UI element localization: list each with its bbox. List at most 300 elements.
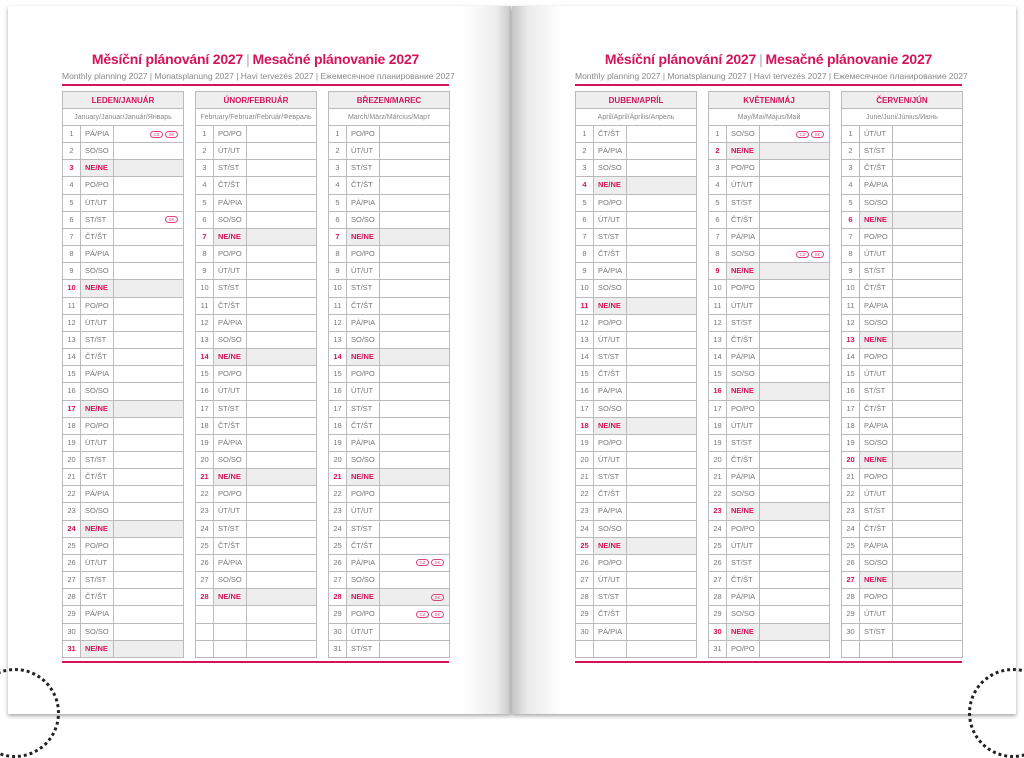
- day-row[interactable]: [842, 606, 962, 623]
- empty-row[interactable]: [576, 641, 696, 658]
- day-row[interactable]: [63, 572, 183, 589]
- day-row[interactable]: [196, 263, 316, 280]
- day-row[interactable]: [576, 280, 696, 297]
- note-cell[interactable]: [893, 401, 962, 417]
- note-cell[interactable]: [627, 366, 696, 382]
- note-cell[interactable]: [380, 366, 449, 382]
- day-row[interactable]: [63, 332, 183, 349]
- day-row[interactable]: [63, 349, 183, 366]
- day-row[interactable]: [576, 555, 696, 572]
- note-cell[interactable]: [760, 212, 829, 228]
- note-cell[interactable]: [760, 366, 829, 382]
- day-row[interactable]: [196, 143, 316, 160]
- day-row[interactable]: [709, 177, 829, 194]
- note-cell[interactable]: [760, 589, 829, 605]
- day-row[interactable]: [196, 195, 316, 212]
- day-row[interactable]: [329, 280, 449, 297]
- day-row[interactable]: [576, 572, 696, 589]
- note-cell[interactable]: [247, 195, 316, 211]
- note-cell[interactable]: [247, 606, 316, 622]
- day-row[interactable]: [842, 126, 962, 143]
- note-cell[interactable]: [380, 195, 449, 211]
- day-row[interactable]: [576, 521, 696, 538]
- note-cell[interactable]: [380, 624, 449, 640]
- note-cell[interactable]: [627, 177, 696, 193]
- note-cell[interactable]: [114, 469, 183, 485]
- note-cell[interactable]: [380, 383, 449, 399]
- day-row[interactable]: [196, 315, 316, 332]
- note-cell[interactable]: [247, 624, 316, 640]
- note-cell[interactable]: [893, 418, 962, 434]
- day-row[interactable]: [329, 212, 449, 229]
- note-cell[interactable]: [380, 349, 449, 365]
- day-row[interactable]: [576, 538, 696, 555]
- day-row[interactable]: [196, 177, 316, 194]
- note-cell[interactable]: [893, 606, 962, 622]
- day-row[interactable]: [329, 315, 449, 332]
- note-cell[interactable]: [627, 641, 696, 657]
- note-cell[interactable]: [114, 572, 183, 588]
- note-cell[interactable]: [247, 280, 316, 296]
- day-row[interactable]: [576, 589, 696, 606]
- note-cell[interactable]: [114, 555, 183, 571]
- day-row[interactable]: [842, 212, 962, 229]
- note-cell[interactable]: [114, 160, 183, 176]
- note-cell[interactable]: [380, 486, 449, 502]
- note-cell[interactable]: [114, 624, 183, 640]
- note-cell[interactable]: [380, 572, 449, 588]
- note-cell[interactable]: [893, 486, 962, 502]
- note-cell[interactable]: [247, 418, 316, 434]
- day-row[interactable]: [576, 606, 696, 623]
- day-row[interactable]: [842, 418, 962, 435]
- note-cell[interactable]: [893, 538, 962, 554]
- note-cell[interactable]: [114, 315, 183, 331]
- day-row[interactable]: [63, 418, 183, 435]
- note-cell[interactable]: [247, 401, 316, 417]
- day-row[interactable]: [709, 383, 829, 400]
- day-row[interactable]: [196, 383, 316, 400]
- note-cell[interactable]: [114, 383, 183, 399]
- note-cell[interactable]: [114, 212, 183, 228]
- day-row[interactable]: [709, 486, 829, 503]
- note-cell[interactable]: [380, 332, 449, 348]
- note-cell[interactable]: [247, 383, 316, 399]
- day-row[interactable]: [842, 246, 962, 263]
- note-cell[interactable]: [247, 332, 316, 348]
- day-row[interactable]: [196, 486, 316, 503]
- note-cell[interactable]: [893, 298, 962, 314]
- day-row[interactable]: [329, 435, 449, 452]
- day-row[interactable]: [63, 280, 183, 297]
- note-cell[interactable]: [760, 263, 829, 279]
- note-cell[interactable]: [893, 503, 962, 519]
- note-cell[interactable]: [247, 641, 316, 657]
- note-cell[interactable]: [627, 624, 696, 640]
- day-row[interactable]: [329, 263, 449, 280]
- note-cell[interactable]: [893, 212, 962, 228]
- note-cell[interactable]: [627, 418, 696, 434]
- day-row[interactable]: [63, 521, 183, 538]
- note-cell[interactable]: [247, 538, 316, 554]
- note-cell[interactable]: [114, 418, 183, 434]
- note-cell[interactable]: [760, 280, 829, 296]
- day-row[interactable]: [842, 572, 962, 589]
- day-row[interactable]: [576, 401, 696, 418]
- note-cell[interactable]: [627, 143, 696, 159]
- note-cell[interactable]: [893, 143, 962, 159]
- note-cell[interactable]: [627, 435, 696, 451]
- note-cell[interactable]: [760, 555, 829, 571]
- note-cell[interactable]: [760, 538, 829, 554]
- note-cell[interactable]: [380, 229, 449, 245]
- note-cell[interactable]: [247, 143, 316, 159]
- day-row[interactable]: [842, 332, 962, 349]
- day-row[interactable]: [196, 452, 316, 469]
- day-row[interactable]: [842, 280, 962, 297]
- note-cell[interactable]: [380, 555, 449, 571]
- note-cell[interactable]: [627, 503, 696, 519]
- day-row[interactable]: [329, 177, 449, 194]
- day-row[interactable]: [329, 538, 449, 555]
- note-cell[interactable]: [893, 589, 962, 605]
- day-row[interactable]: [709, 126, 829, 143]
- note-cell[interactable]: [380, 589, 449, 605]
- note-cell[interactable]: [114, 366, 183, 382]
- note-cell[interactable]: [380, 246, 449, 262]
- day-row[interactable]: [842, 469, 962, 486]
- note-cell[interactable]: [893, 366, 962, 382]
- day-row[interactable]: [329, 486, 449, 503]
- day-row[interactable]: [63, 177, 183, 194]
- note-cell[interactable]: [114, 589, 183, 605]
- day-row[interactable]: [709, 229, 829, 246]
- day-row[interactable]: [63, 246, 183, 263]
- day-row[interactable]: [709, 349, 829, 366]
- note-cell[interactable]: [627, 486, 696, 502]
- day-row[interactable]: [329, 332, 449, 349]
- note-cell[interactable]: [627, 195, 696, 211]
- day-row[interactable]: [576, 503, 696, 520]
- day-row[interactable]: [576, 486, 696, 503]
- note-cell[interactable]: [893, 263, 962, 279]
- day-row[interactable]: [709, 366, 829, 383]
- note-cell[interactable]: [247, 572, 316, 588]
- note-cell[interactable]: [893, 469, 962, 485]
- note-cell[interactable]: [114, 332, 183, 348]
- day-row[interactable]: [709, 538, 829, 555]
- day-row[interactable]: [329, 143, 449, 160]
- note-cell[interactable]: [627, 383, 696, 399]
- day-row[interactable]: [576, 212, 696, 229]
- note-cell[interactable]: [114, 538, 183, 554]
- day-row[interactable]: [63, 555, 183, 572]
- day-row[interactable]: [63, 486, 183, 503]
- note-cell[interactable]: [380, 212, 449, 228]
- note-cell[interactable]: [760, 195, 829, 211]
- note-cell[interactable]: [760, 383, 829, 399]
- day-row[interactable]: [842, 383, 962, 400]
- note-cell[interactable]: [247, 486, 316, 502]
- day-row[interactable]: [196, 401, 316, 418]
- day-row[interactable]: [63, 263, 183, 280]
- day-row[interactable]: [842, 195, 962, 212]
- day-row[interactable]: [709, 606, 829, 623]
- note-cell[interactable]: [380, 160, 449, 176]
- note-cell[interactable]: [760, 315, 829, 331]
- empty-row[interactable]: [196, 641, 316, 658]
- day-row[interactable]: [329, 195, 449, 212]
- note-cell[interactable]: [380, 126, 449, 142]
- note-cell[interactable]: [760, 452, 829, 468]
- day-row[interactable]: [709, 555, 829, 572]
- note-cell[interactable]: [114, 641, 183, 657]
- day-row[interactable]: [842, 452, 962, 469]
- note-cell[interactable]: [380, 298, 449, 314]
- empty-row[interactable]: [842, 641, 962, 658]
- note-cell[interactable]: [893, 555, 962, 571]
- note-cell[interactable]: [114, 195, 183, 211]
- note-cell[interactable]: [893, 383, 962, 399]
- note-cell[interactable]: [380, 521, 449, 537]
- note-cell[interactable]: [627, 160, 696, 176]
- day-row[interactable]: [709, 521, 829, 538]
- note-cell[interactable]: [893, 452, 962, 468]
- note-cell[interactable]: [627, 521, 696, 537]
- note-cell[interactable]: [114, 521, 183, 537]
- empty-row[interactable]: [196, 606, 316, 623]
- day-row[interactable]: [576, 452, 696, 469]
- day-row[interactable]: [329, 469, 449, 486]
- note-cell[interactable]: [247, 469, 316, 485]
- note-cell[interactable]: [893, 435, 962, 451]
- note-cell[interactable]: [380, 469, 449, 485]
- note-cell[interactable]: [247, 315, 316, 331]
- day-row[interactable]: [842, 555, 962, 572]
- day-row[interactable]: [709, 280, 829, 297]
- note-cell[interactable]: [247, 263, 316, 279]
- day-row[interactable]: [709, 315, 829, 332]
- note-cell[interactable]: [893, 229, 962, 245]
- note-cell[interactable]: [114, 229, 183, 245]
- note-cell[interactable]: [114, 349, 183, 365]
- day-row[interactable]: [329, 401, 449, 418]
- day-row[interactable]: [63, 503, 183, 520]
- day-row[interactable]: [63, 366, 183, 383]
- day-row[interactable]: [329, 521, 449, 538]
- day-row[interactable]: [329, 349, 449, 366]
- day-row[interactable]: [196, 229, 316, 246]
- note-cell[interactable]: [380, 641, 449, 657]
- day-row[interactable]: [63, 143, 183, 160]
- day-row[interactable]: [63, 229, 183, 246]
- day-row[interactable]: [709, 263, 829, 280]
- note-cell[interactable]: [760, 298, 829, 314]
- note-cell[interactable]: [247, 521, 316, 537]
- note-cell[interactable]: [627, 315, 696, 331]
- note-cell[interactable]: [893, 572, 962, 588]
- day-row[interactable]: [329, 246, 449, 263]
- day-row[interactable]: [196, 555, 316, 572]
- note-cell[interactable]: [893, 177, 962, 193]
- note-cell[interactable]: [114, 177, 183, 193]
- note-cell[interactable]: [247, 452, 316, 468]
- note-cell[interactable]: [380, 606, 449, 622]
- note-cell[interactable]: [627, 572, 696, 588]
- note-cell[interactable]: [893, 624, 962, 640]
- day-row[interactable]: [842, 298, 962, 315]
- note-cell[interactable]: [760, 246, 829, 262]
- note-cell[interactable]: [760, 503, 829, 519]
- day-row[interactable]: [576, 383, 696, 400]
- note-cell[interactable]: [247, 589, 316, 605]
- day-row[interactable]: [63, 538, 183, 555]
- note-cell[interactable]: [627, 298, 696, 314]
- note-cell[interactable]: [760, 624, 829, 640]
- note-cell[interactable]: [627, 606, 696, 622]
- note-cell[interactable]: [893, 160, 962, 176]
- note-cell[interactable]: [627, 332, 696, 348]
- note-cell[interactable]: [760, 229, 829, 245]
- day-row[interactable]: [576, 126, 696, 143]
- day-row[interactable]: [576, 624, 696, 641]
- day-row[interactable]: [196, 469, 316, 486]
- day-row[interactable]: [196, 418, 316, 435]
- day-row[interactable]: [576, 469, 696, 486]
- day-row[interactable]: [576, 177, 696, 194]
- day-row[interactable]: [196, 503, 316, 520]
- day-row[interactable]: [196, 160, 316, 177]
- day-row[interactable]: [709, 469, 829, 486]
- note-cell[interactable]: [893, 349, 962, 365]
- day-row[interactable]: [576, 332, 696, 349]
- note-cell[interactable]: [114, 401, 183, 417]
- note-cell[interactable]: [760, 486, 829, 502]
- day-row[interactable]: [329, 229, 449, 246]
- day-row[interactable]: [842, 401, 962, 418]
- note-cell[interactable]: [114, 246, 183, 262]
- note-cell[interactable]: [380, 418, 449, 434]
- note-cell[interactable]: [627, 589, 696, 605]
- day-row[interactable]: [842, 589, 962, 606]
- day-row[interactable]: [196, 589, 316, 606]
- day-row[interactable]: [709, 246, 829, 263]
- day-row[interactable]: [63, 315, 183, 332]
- day-row[interactable]: [709, 212, 829, 229]
- note-cell[interactable]: [247, 229, 316, 245]
- day-row[interactable]: [709, 503, 829, 520]
- day-row[interactable]: [709, 435, 829, 452]
- day-row[interactable]: [196, 332, 316, 349]
- note-cell[interactable]: [760, 641, 829, 657]
- day-row[interactable]: [329, 126, 449, 143]
- day-row[interactable]: [63, 589, 183, 606]
- note-cell[interactable]: [627, 263, 696, 279]
- day-row[interactable]: [709, 298, 829, 315]
- note-cell[interactable]: [380, 177, 449, 193]
- note-cell[interactable]: [627, 126, 696, 142]
- day-row[interactable]: [842, 160, 962, 177]
- day-row[interactable]: [329, 572, 449, 589]
- day-row[interactable]: [709, 332, 829, 349]
- day-row[interactable]: [709, 401, 829, 418]
- note-cell[interactable]: [380, 401, 449, 417]
- day-row[interactable]: [329, 589, 449, 606]
- day-row[interactable]: [576, 298, 696, 315]
- note-cell[interactable]: [247, 298, 316, 314]
- day-row[interactable]: [196, 126, 316, 143]
- note-cell[interactable]: [627, 538, 696, 554]
- day-row[interactable]: [196, 280, 316, 297]
- note-cell[interactable]: [247, 246, 316, 262]
- day-row[interactable]: [842, 503, 962, 520]
- note-cell[interactable]: [627, 349, 696, 365]
- note-cell[interactable]: [380, 143, 449, 159]
- day-row[interactable]: [576, 195, 696, 212]
- day-row[interactable]: [842, 624, 962, 641]
- note-cell[interactable]: [760, 160, 829, 176]
- day-row[interactable]: [329, 503, 449, 520]
- note-cell[interactable]: [627, 555, 696, 571]
- note-cell[interactable]: [760, 521, 829, 537]
- day-row[interactable]: [576, 229, 696, 246]
- note-cell[interactable]: [893, 641, 962, 657]
- empty-row[interactable]: [196, 624, 316, 641]
- note-cell[interactable]: [380, 435, 449, 451]
- day-row[interactable]: [329, 366, 449, 383]
- note-cell[interactable]: [380, 503, 449, 519]
- day-row[interactable]: [63, 160, 183, 177]
- day-row[interactable]: [709, 572, 829, 589]
- day-row[interactable]: [576, 315, 696, 332]
- note-cell[interactable]: [247, 160, 316, 176]
- note-cell[interactable]: [247, 177, 316, 193]
- day-row[interactable]: [329, 606, 449, 623]
- day-row[interactable]: [63, 195, 183, 212]
- day-row[interactable]: [196, 298, 316, 315]
- day-row[interactable]: [329, 298, 449, 315]
- day-row[interactable]: [329, 160, 449, 177]
- day-row[interactable]: [709, 160, 829, 177]
- day-row[interactable]: [63, 401, 183, 418]
- note-cell[interactable]: [627, 246, 696, 262]
- note-cell[interactable]: [760, 332, 829, 348]
- note-cell[interactable]: [380, 280, 449, 296]
- note-cell[interactable]: [893, 126, 962, 142]
- day-row[interactable]: [196, 246, 316, 263]
- note-cell[interactable]: [380, 315, 449, 331]
- note-cell[interactable]: [893, 280, 962, 296]
- note-cell[interactable]: [760, 469, 829, 485]
- day-row[interactable]: [842, 177, 962, 194]
- note-cell[interactable]: [380, 452, 449, 468]
- note-cell[interactable]: [760, 177, 829, 193]
- note-cell[interactable]: [893, 195, 962, 211]
- day-row[interactable]: [842, 229, 962, 246]
- day-row[interactable]: [63, 641, 183, 658]
- note-cell[interactable]: [760, 418, 829, 434]
- day-row[interactable]: [842, 263, 962, 280]
- day-row[interactable]: [576, 246, 696, 263]
- note-cell[interactable]: [893, 315, 962, 331]
- note-cell[interactable]: [380, 263, 449, 279]
- day-row[interactable]: [709, 589, 829, 606]
- day-row[interactable]: [196, 572, 316, 589]
- note-cell[interactable]: [627, 229, 696, 245]
- note-cell[interactable]: [893, 521, 962, 537]
- day-row[interactable]: [709, 452, 829, 469]
- day-row[interactable]: [576, 160, 696, 177]
